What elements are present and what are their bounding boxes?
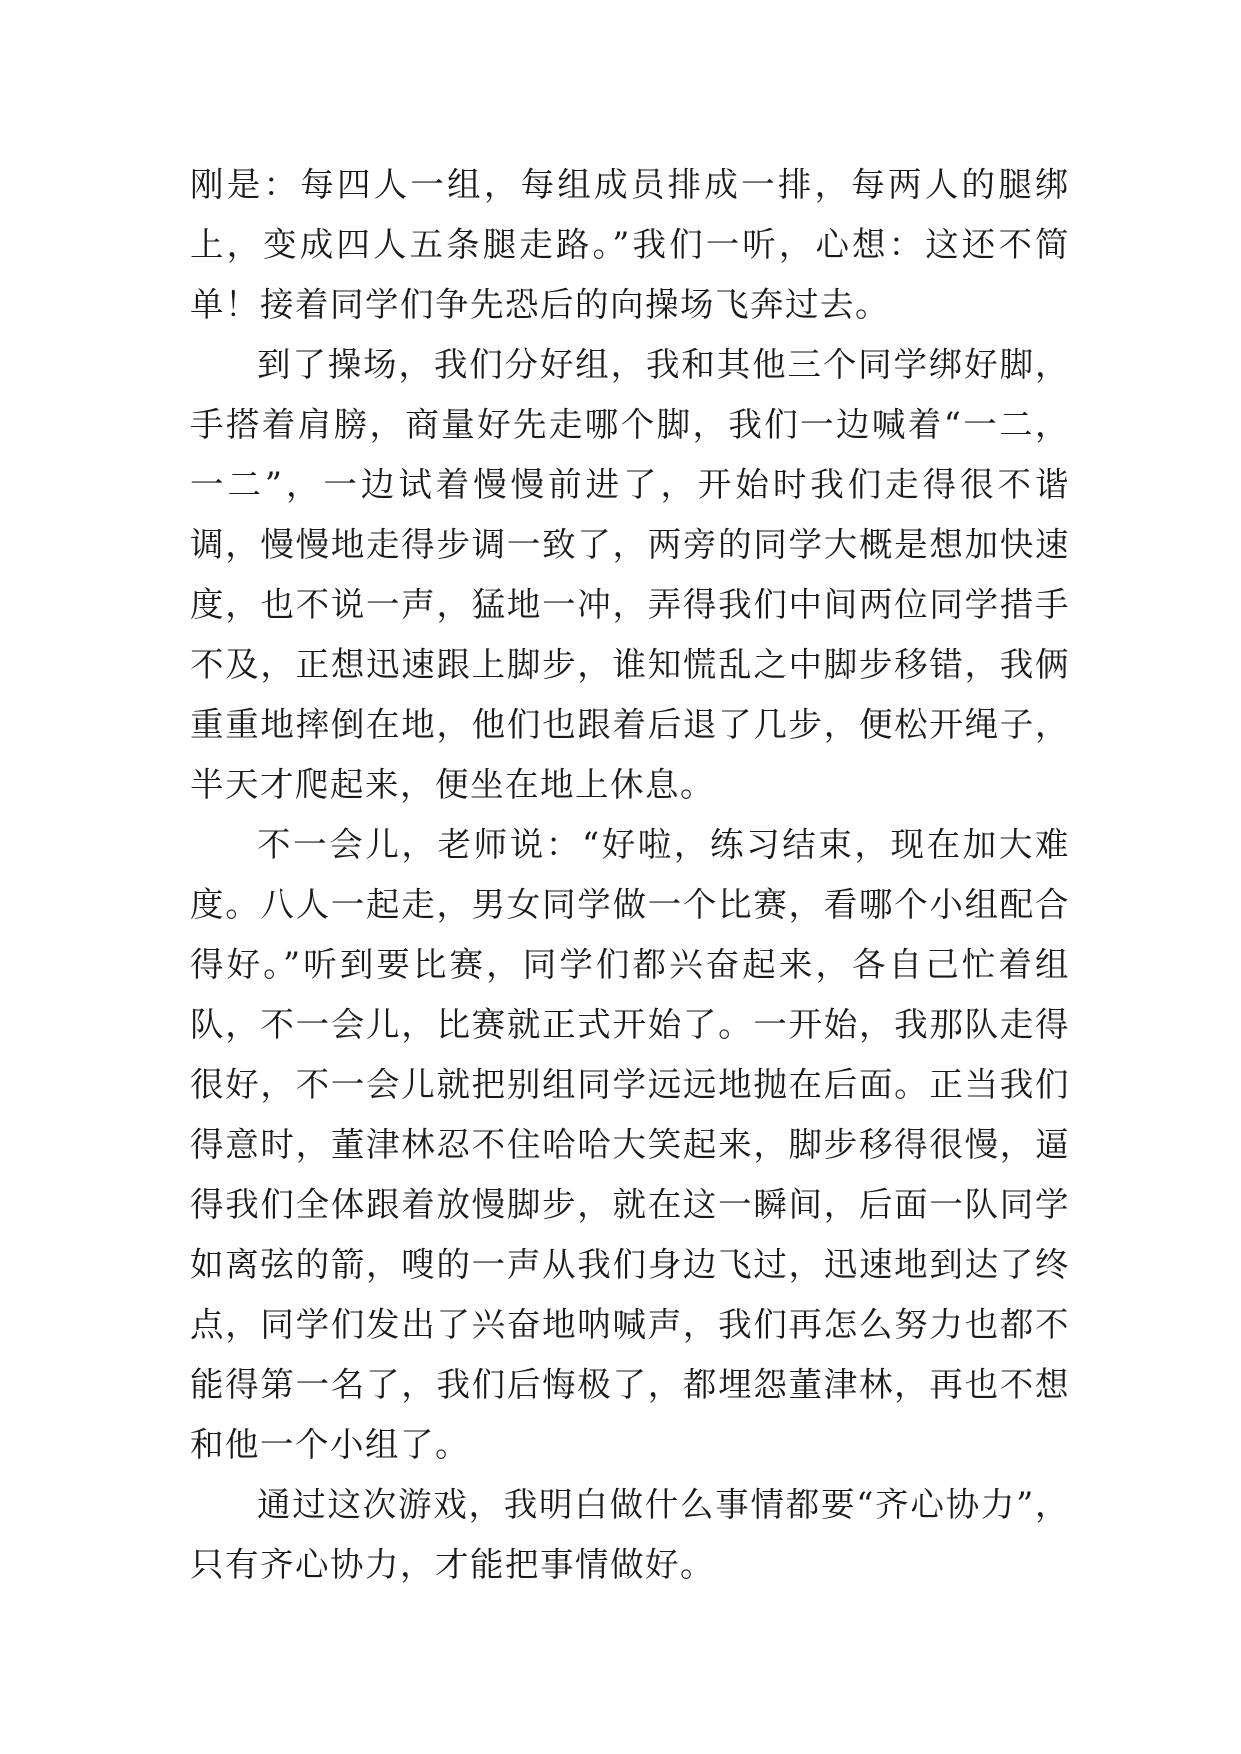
paragraph-2: 到了操场，我们分好组，我和其他三个同学绑好脚，手搭着肩膀，商量好先走哪个脚，我们一边喊着“一二，一二”，一边试着慢慢前进了，开始时我们走得很不谐调，慢慢地走得步调一致了，两旁的同学大概是想加快速度，也不说一声，猛地一冲，弄得我们中间两位同学措手不及，正想迅速跟上脚步，谁知慌乱之中脚步移错，我俩重重地摔倒在地，他们也跟着后退了几步，便松开绳子，半天才爬起来，便坐在地上休息。 <box>190 345 1070 804</box>
paragraph-3: 不一会儿，老师说：“好啦，练习结束，现在加大难度。八人一起走，男女同学做一个比赛，看哪个小组配合得好。”听到要比赛，同学们都兴奋起来，各自己忙着组队，不一会儿，比赛就正式开始了。一开始，我那队走得很好，不一会儿就把别组同学远远地抛在后面。正当我们得意时，董津林忍不住哈哈大笑起来，脚步移得很慢，逼得我们全体跟着放慢脚步，就在这一瞬间，后面一队同学如离弦的箭，嗖的一声从我们身边飞过，迅速地到达了终点，同学们发出了兴奋地呐喊声，我们再怎么努力也都不能得第一名了，我们后悔极了，都埋怨董津林，再也不想和他一个小组了。 <box>190 825 1070 1464</box>
paragraph-4: 通过这次游戏，我明白做什么事情都要“齐心协力”，只有齐心协力，才能把事情做好。 <box>190 1485 1070 1584</box>
document-body <box>190 155 1070 1595</box>
paragraph-1: 刚是：每四人一组，每组成员排成一排，每两人的腿绑上，变成四人五条腿走路。”我们一听，心想：这还不简单！接着同学们争先恐后的向操场飞奔过去。 <box>190 165 1070 324</box>
